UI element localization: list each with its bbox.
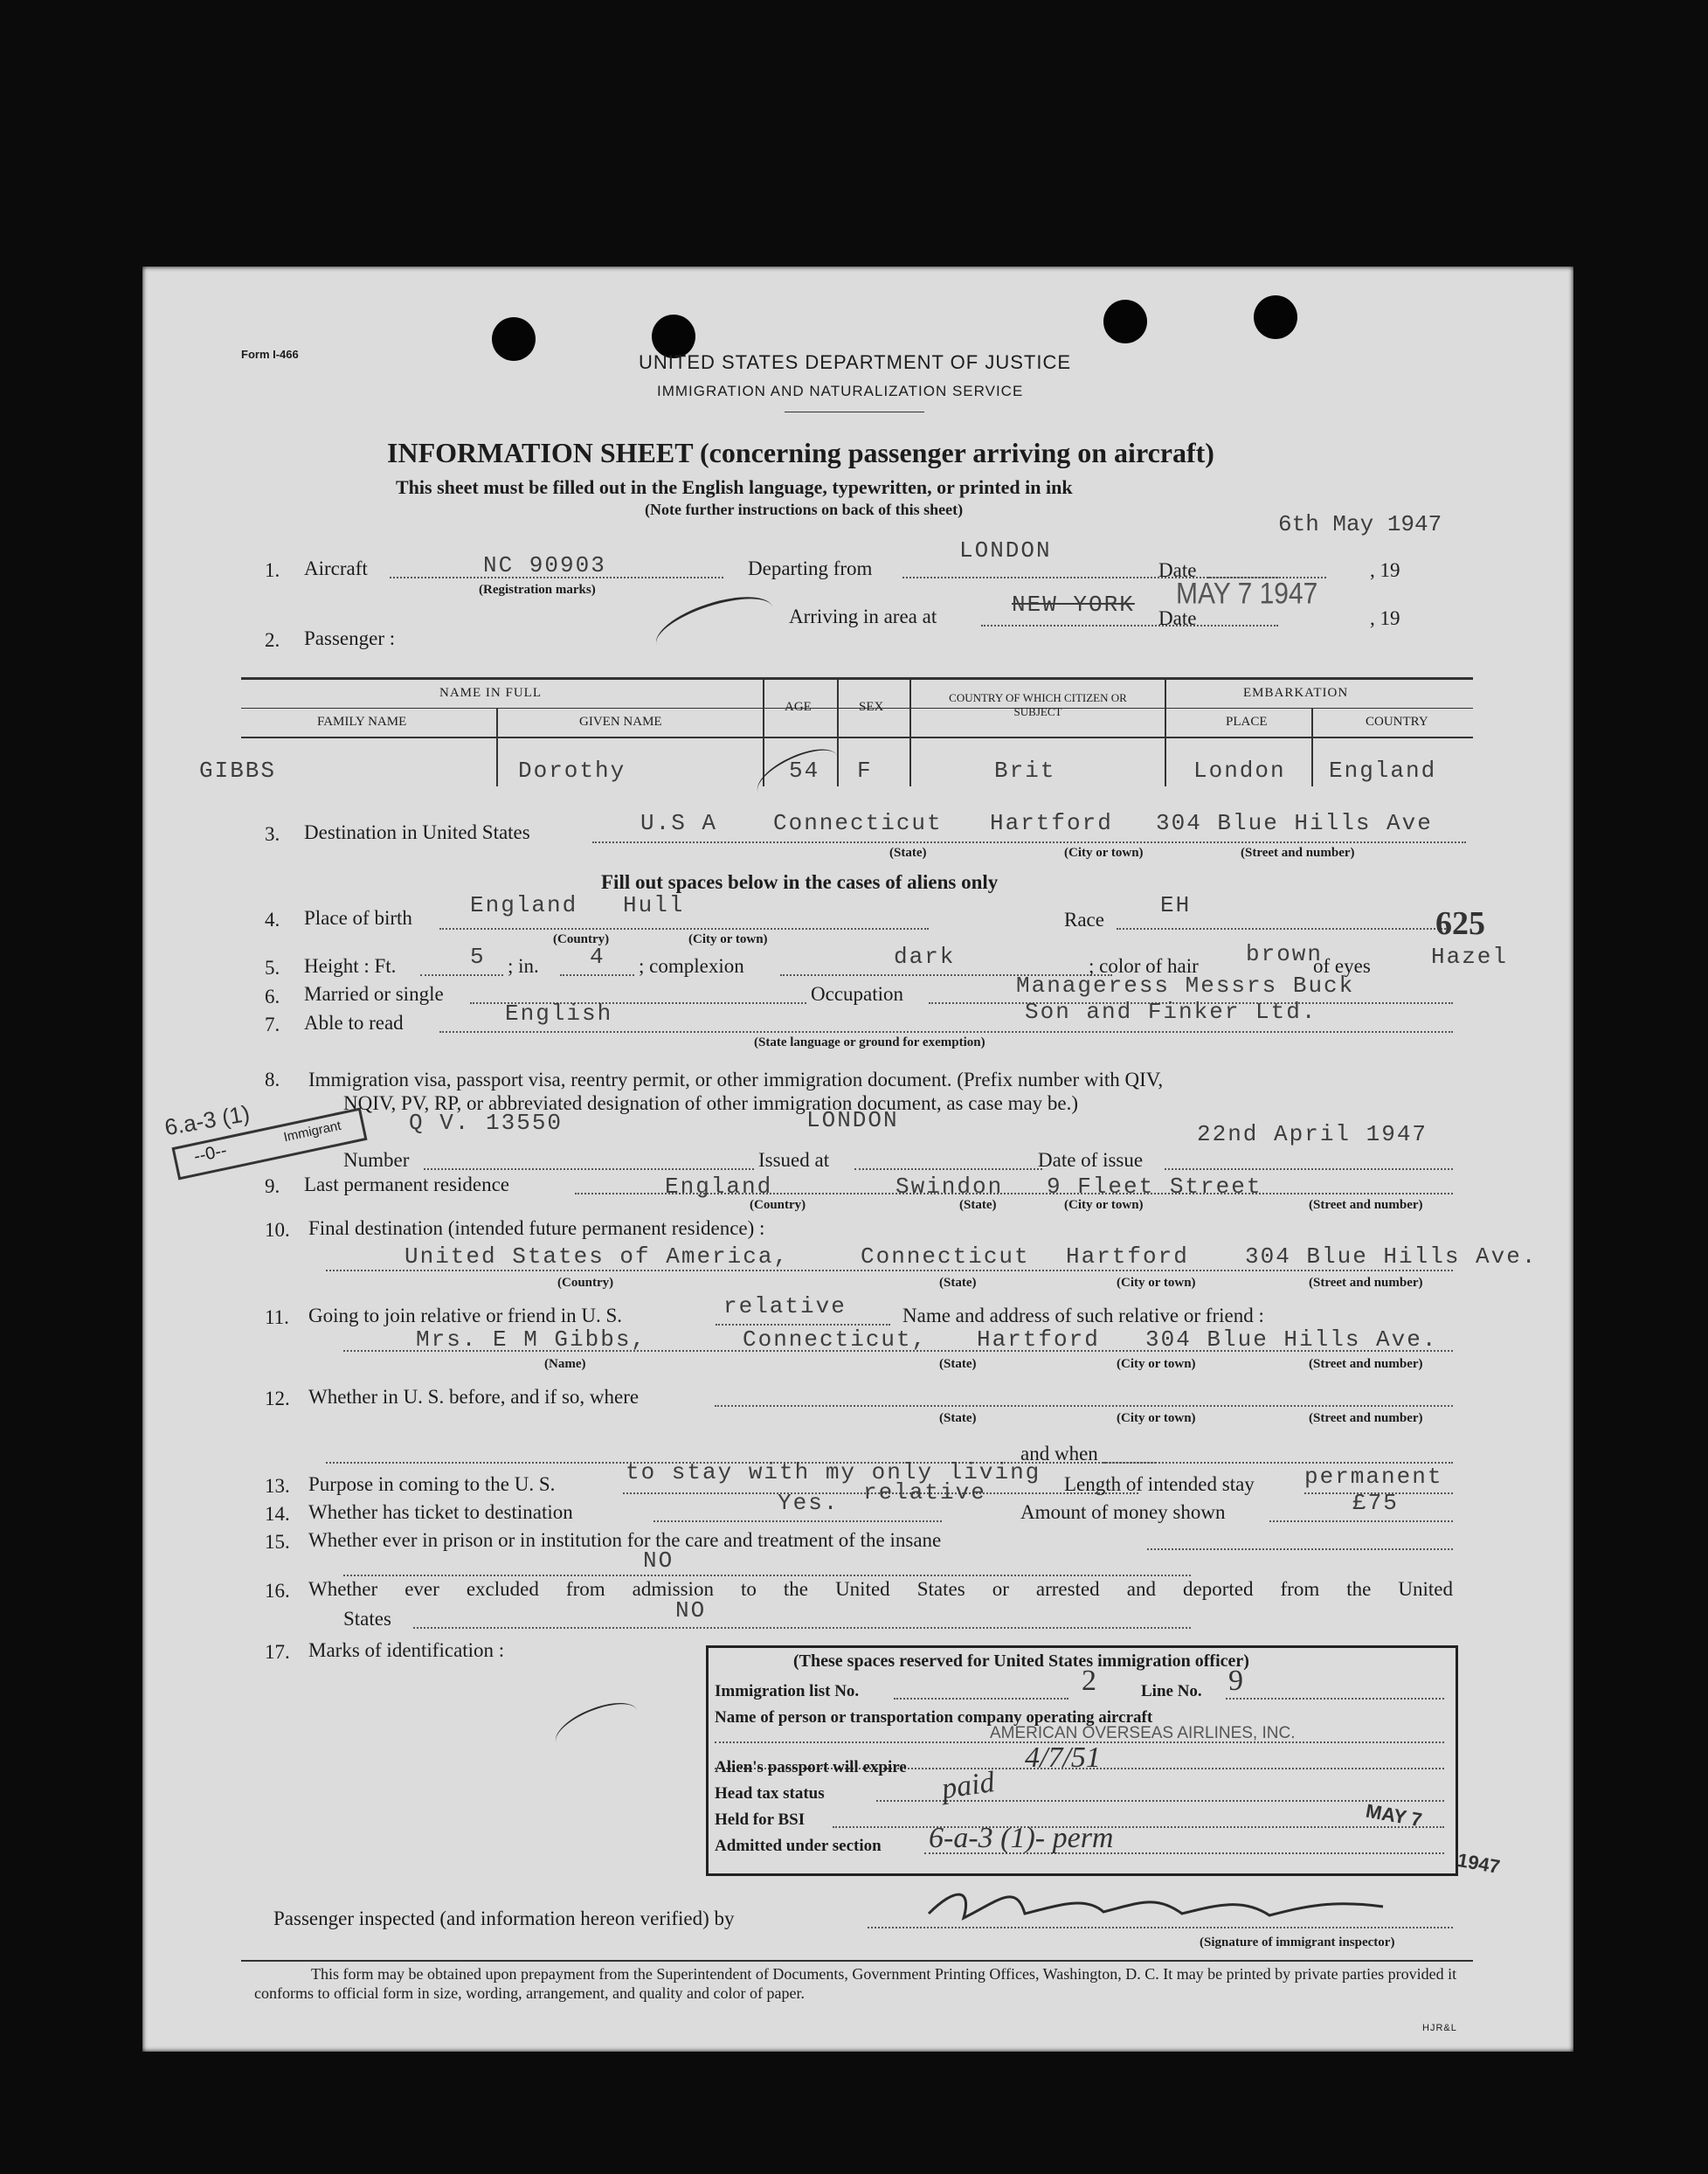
date-of-issue-label: Date of issue bbox=[1038, 1149, 1144, 1171]
caption-street: (Street and number) bbox=[1309, 1198, 1423, 1212]
table-divider bbox=[496, 708, 498, 786]
residence-label: Last permanent residence bbox=[304, 1174, 509, 1195]
destination-state: Connecticut bbox=[773, 810, 943, 836]
q8-text-1: Immigration visa, passport visa, reentry permit, or other immigration document. (Prefix number with QIV, bbox=[308, 1069, 1164, 1090]
year-suffix-2: , 19 bbox=[1370, 607, 1400, 629]
instructions: This sheet must be filled out in the English language, typewritten, or printed in ink bbox=[396, 476, 1073, 498]
dotted-line bbox=[981, 625, 1278, 627]
side-stamp-year: 1947 bbox=[1456, 1848, 1502, 1879]
date-label: Date bbox=[1158, 559, 1197, 581]
purpose-value: to stay with my only living bbox=[626, 1459, 1041, 1485]
q6-number: 6. bbox=[265, 986, 280, 1007]
table-rule bbox=[241, 708, 1473, 709]
footer-rule bbox=[241, 1960, 1473, 1962]
bsi-label: Held for BSI bbox=[715, 1811, 806, 1829]
th-age: AGE bbox=[785, 700, 812, 714]
dotted-line bbox=[343, 1575, 1191, 1576]
destination-label: Destination in United States bbox=[304, 821, 530, 843]
dotted-line bbox=[424, 1168, 754, 1170]
complexion-label: ; complexion bbox=[639, 955, 744, 977]
residence-state: Swindon bbox=[895, 1174, 1004, 1200]
typed-date: 6th May 1947 bbox=[1278, 511, 1442, 537]
birth-city: Hull bbox=[623, 892, 685, 918]
birthplace-label: Place of birth bbox=[304, 907, 412, 929]
given-name-value: Dorothy bbox=[518, 758, 626, 784]
arriving-value: NEW YORK bbox=[1012, 592, 1135, 618]
destination-country: U.S A bbox=[640, 810, 718, 836]
prior-us-label: Whether in U. S. before, and if so, where bbox=[308, 1386, 640, 1408]
read-caption: (State language or ground for exemption) bbox=[754, 1035, 985, 1049]
money-label: Amount of money shown bbox=[1020, 1501, 1226, 1523]
check-mark bbox=[550, 1693, 644, 1760]
list-no-value: 2 bbox=[1082, 1665, 1096, 1697]
list-no-label: Immigration list No. bbox=[715, 1682, 860, 1700]
punch-hole bbox=[1103, 300, 1147, 343]
q9-number: 9. bbox=[265, 1175, 280, 1197]
stamp-text: Immigrant bbox=[282, 1118, 342, 1146]
q8-text-2: NQIV, PV, RP, or abbreviated designation of other immigration document, as case may be.) bbox=[343, 1092, 1079, 1114]
excluded-label-2: States bbox=[343, 1608, 391, 1630]
check-mark bbox=[649, 585, 780, 668]
table-divider bbox=[837, 677, 839, 786]
money-value: £75 bbox=[1352, 1490, 1399, 1516]
punch-hole bbox=[1254, 295, 1297, 339]
year-suffix: , 19 bbox=[1370, 559, 1400, 581]
dotted-line bbox=[439, 928, 929, 930]
th-citizen-country: COUNTRY OF WHICH CITIZEN OR SUBJECT bbox=[949, 691, 1127, 718]
caption-country: (Country) bbox=[750, 1198, 806, 1212]
residence-country: England bbox=[665, 1174, 773, 1200]
purpose-value-2: relative bbox=[863, 1479, 986, 1506]
caption-city: (City or town) bbox=[1064, 846, 1144, 860]
dotted-line bbox=[439, 1031, 1453, 1033]
caption-state: (State) bbox=[889, 846, 927, 860]
footer-text: This form may be obtained upon prepayment from the Superintendent of Documents, Government Printing Offices, Washington, D. C. It may be printed by private parties provided it conforms to official form in size, wording, arrangement, and quality and color of paper. bbox=[254, 1965, 1457, 2002]
purpose-label: Purpose in coming to the U. S. bbox=[308, 1473, 556, 1495]
destination-street: 304 Blue Hills Ave bbox=[1156, 810, 1433, 836]
complexion-value: dark bbox=[894, 944, 956, 970]
table-divider bbox=[1311, 708, 1313, 786]
hair-value: brown bbox=[1246, 941, 1324, 967]
emb-place-value: London bbox=[1193, 758, 1286, 784]
table-divider bbox=[1165, 677, 1166, 786]
occupation-value-1: Manageress Messrs Buck bbox=[1016, 973, 1355, 999]
arrival-stamp-date: MAY 7 1947 bbox=[1176, 577, 1318, 611]
height-label: Height : Ft. bbox=[304, 955, 397, 977]
q10-number: 10. bbox=[265, 1219, 290, 1241]
admitted-section-label: Admitted under section bbox=[715, 1837, 882, 1855]
dotted-line bbox=[894, 1698, 1068, 1700]
note: (Note further instructions on back of this sheet) bbox=[645, 501, 964, 518]
ticket-label: Whether has ticket to destination bbox=[308, 1501, 573, 1523]
q13-number: 13. bbox=[265, 1475, 290, 1497]
caption-street: (Street and number) bbox=[1241, 846, 1355, 860]
height-in: 4 bbox=[590, 944, 605, 970]
eyes-value: Hazel bbox=[1431, 944, 1509, 970]
dotted-line bbox=[1117, 928, 1449, 930]
dotted-line bbox=[413, 1627, 1191, 1629]
q2-number: 2. bbox=[265, 629, 280, 651]
q4-number: 4. bbox=[265, 909, 280, 931]
ticket-value: Yes. bbox=[778, 1490, 840, 1516]
q15-number: 15. bbox=[265, 1531, 290, 1553]
table-divider bbox=[909, 677, 911, 786]
q12-number: 12. bbox=[265, 1388, 290, 1409]
form-id: Form I-466 bbox=[241, 348, 299, 361]
inspector-signature bbox=[894, 1879, 1392, 1931]
caption-country: (Country) bbox=[557, 1276, 614, 1290]
dotted-line bbox=[420, 974, 503, 976]
handwritten-code: 6.a-3 (1) bbox=[163, 1099, 252, 1141]
dotted-line bbox=[833, 1826, 1444, 1828]
printer-code: HJR&L bbox=[1422, 2023, 1457, 2033]
head-tax-label: Head tax status bbox=[715, 1784, 825, 1803]
final-country: United States of America, bbox=[405, 1243, 790, 1270]
carrier-value: AMERICAN OVERSEAS AIRLINES, INC. bbox=[990, 1724, 1296, 1742]
married-label: Married or single bbox=[304, 983, 444, 1005]
q11-number: 11. bbox=[265, 1306, 289, 1328]
th-family-name: FAMILY NAME bbox=[317, 715, 407, 729]
sex-value: F bbox=[857, 758, 873, 784]
race-value: EH bbox=[1160, 892, 1192, 918]
prison-label: Whether ever in prison or in institution for the care and treatment of the insane bbox=[308, 1529, 942, 1551]
inspected-label: Passenger inspected (and information hereon verified) by bbox=[273, 1907, 735, 1929]
relation-value: relative bbox=[723, 1293, 847, 1319]
punch-hole bbox=[492, 317, 536, 361]
th-name-in-full: NAME IN FULL bbox=[439, 686, 542, 700]
relative-address-label: Name and address of such relative or friend : bbox=[902, 1305, 1264, 1326]
dotted-line bbox=[1147, 1548, 1453, 1550]
caption-city: (City or town) bbox=[1117, 1276, 1196, 1290]
admitted-section-value: 6-a-3 (1)- perm bbox=[929, 1822, 1114, 1854]
dotted-line bbox=[715, 1405, 1453, 1407]
occupation-value-2: Son and Finker Ltd. bbox=[1025, 999, 1317, 1025]
q14-number: 14. bbox=[265, 1503, 290, 1525]
join-relative-label: Going to join relative or friend in U. S. bbox=[308, 1305, 622, 1326]
dotted-line bbox=[1165, 1168, 1453, 1170]
number-label: Number bbox=[343, 1149, 410, 1171]
line-no-label: Line No. bbox=[1141, 1682, 1202, 1700]
dotted-line bbox=[592, 841, 1466, 843]
height-ft: 5 bbox=[470, 944, 486, 970]
inches-label: ; in. bbox=[508, 955, 539, 977]
aliens-heading: Fill out spaces below in the cases of aliens only bbox=[601, 871, 999, 893]
final-state: Connecticut bbox=[861, 1243, 1030, 1270]
dotted-line bbox=[1226, 1698, 1444, 1700]
issue-date-value: 22nd April 1947 bbox=[1197, 1121, 1428, 1147]
stamp-code: --0-- bbox=[192, 1140, 229, 1167]
dotted-line bbox=[1269, 1520, 1453, 1522]
issued-at-label: Issued at bbox=[758, 1149, 830, 1171]
race-label: Race bbox=[1064, 909, 1104, 931]
th-place: PLACE bbox=[1226, 715, 1268, 729]
residence-city: 9 Fleet Street bbox=[1047, 1174, 1262, 1200]
age-value: 54 bbox=[789, 758, 820, 784]
dotted-line bbox=[560, 974, 634, 976]
passport-expire-label: Alien's passport will expire bbox=[715, 1758, 907, 1776]
q17-number: 17. bbox=[265, 1641, 290, 1663]
check-mark bbox=[750, 739, 845, 809]
caption-state: (State) bbox=[939, 1411, 977, 1425]
eyes-label: of eyes bbox=[1313, 955, 1371, 977]
identification-label: Marks of identification : bbox=[308, 1639, 505, 1661]
th-sex: SEX bbox=[859, 700, 884, 714]
stay-label: Length of intended stay bbox=[1064, 1473, 1255, 1495]
q7-number: 7. bbox=[265, 1014, 280, 1035]
final-street: 304 Blue Hills Ave. bbox=[1245, 1243, 1538, 1270]
arriving-label: Arriving in area at bbox=[789, 606, 937, 627]
relative-name: Mrs. E M Gibbs, bbox=[416, 1326, 647, 1353]
dotted-line bbox=[716, 1324, 890, 1326]
caption-city: (City or town) bbox=[1117, 1357, 1196, 1371]
issued-at-value: LONDON bbox=[806, 1107, 899, 1133]
departing-label: Departing from bbox=[748, 557, 873, 579]
table-divider bbox=[763, 677, 764, 786]
signature-caption: (Signature of immigrant inspector) bbox=[1200, 1935, 1395, 1949]
excluded-label: Whether ever excluded from admission to the United States or arrested and deported from the United bbox=[308, 1578, 1453, 1600]
emb-country-value: England bbox=[1329, 758, 1437, 784]
caption-city: (City or town) bbox=[1117, 1411, 1196, 1425]
carrier-label: Name of person or transportation company operating aircraft bbox=[715, 1708, 1153, 1727]
relative-state: Connecticut, bbox=[743, 1326, 928, 1353]
q8-number: 8. bbox=[265, 1069, 280, 1090]
caption-street: (Street and number) bbox=[1309, 1411, 1423, 1425]
th-given-name: GIVEN NAME bbox=[579, 715, 662, 729]
th-embarkation: EMBARKATION bbox=[1243, 686, 1349, 700]
birth-country: England bbox=[470, 892, 578, 918]
prison-value: NO bbox=[643, 1547, 674, 1574]
dotted-line bbox=[653, 1520, 942, 1522]
q5-number: 5. bbox=[265, 957, 280, 979]
head-tax-value: paid bbox=[939, 1765, 997, 1806]
caption-street: (Street and number) bbox=[1309, 1357, 1423, 1371]
caption-state: (State) bbox=[959, 1198, 997, 1212]
destination-city: Hartford bbox=[990, 810, 1113, 836]
caption-state: (State) bbox=[939, 1357, 977, 1371]
document-number: Q V. 13550 bbox=[409, 1110, 564, 1136]
passport-expire-value: 4/7/51 bbox=[1025, 1741, 1101, 1774]
q3-number: 3. bbox=[265, 823, 280, 845]
citizen-country-value: Brit bbox=[994, 758, 1056, 784]
passenger-label: Passenger : bbox=[304, 627, 396, 649]
excluded-value: NO bbox=[675, 1597, 707, 1624]
final-destination-label: Final destination (intended future permanent residence) : bbox=[308, 1217, 765, 1239]
department-title: UNITED STATES DEPARTMENT OF JUSTICE bbox=[639, 351, 1072, 373]
officer-box-title: (These spaces reserved for United States immigration officer) bbox=[793, 1651, 1249, 1671]
hair-label: ; color of hair bbox=[1089, 955, 1199, 977]
caption-street: (Street and number) bbox=[1309, 1276, 1423, 1290]
departing-value: LONDON bbox=[959, 537, 1052, 564]
table-top-rule bbox=[241, 677, 1473, 680]
aircraft-value: NC 90903 bbox=[483, 552, 606, 578]
side-stamp-month: MAY 7 bbox=[1364, 1799, 1424, 1831]
caption-city: (City or town) bbox=[688, 932, 768, 946]
final-city: Hartford bbox=[1066, 1243, 1189, 1270]
caption-state: (State) bbox=[939, 1276, 977, 1290]
form-sheet bbox=[142, 267, 1573, 2052]
th-emb-country: COUNTRY bbox=[1366, 715, 1428, 729]
line-no-value: 9 bbox=[1228, 1665, 1243, 1697]
caption-country: (Country) bbox=[553, 932, 610, 946]
occupation-label: Occupation bbox=[811, 983, 904, 1005]
relative-city: Hartford bbox=[977, 1326, 1100, 1353]
caption-name: (Name) bbox=[544, 1357, 586, 1371]
registration-caption: (Registration marks) bbox=[479, 583, 596, 597]
q16-number: 16. bbox=[265, 1580, 290, 1602]
date-label-2: Date bbox=[1158, 607, 1197, 629]
able-to-read-label: Able to read bbox=[304, 1012, 404, 1034]
table-rule bbox=[241, 737, 1473, 738]
service-title: IMMIGRATION AND NATURALIZATION SERVICE bbox=[657, 383, 1024, 399]
q1-number: 1. bbox=[265, 559, 280, 581]
page-title: INFORMATION SHEET (concerning passenger arriving on aircraft) bbox=[387, 437, 1214, 468]
dotted-line bbox=[854, 1168, 1042, 1170]
margin-code: 625 bbox=[1435, 905, 1485, 942]
caption-city: (City or town) bbox=[1064, 1198, 1144, 1212]
family-name-value: GIBBS bbox=[199, 758, 277, 784]
aircraft-label: Aircraft bbox=[304, 557, 368, 579]
able-to-read-value: English bbox=[505, 1000, 613, 1027]
dotted-line bbox=[326, 1270, 1453, 1271]
relative-street: 304 Blue Hills Ave. bbox=[1145, 1326, 1438, 1353]
and-when-label: and when bbox=[1020, 1443, 1098, 1464]
stay-value: permanent bbox=[1304, 1464, 1443, 1490]
